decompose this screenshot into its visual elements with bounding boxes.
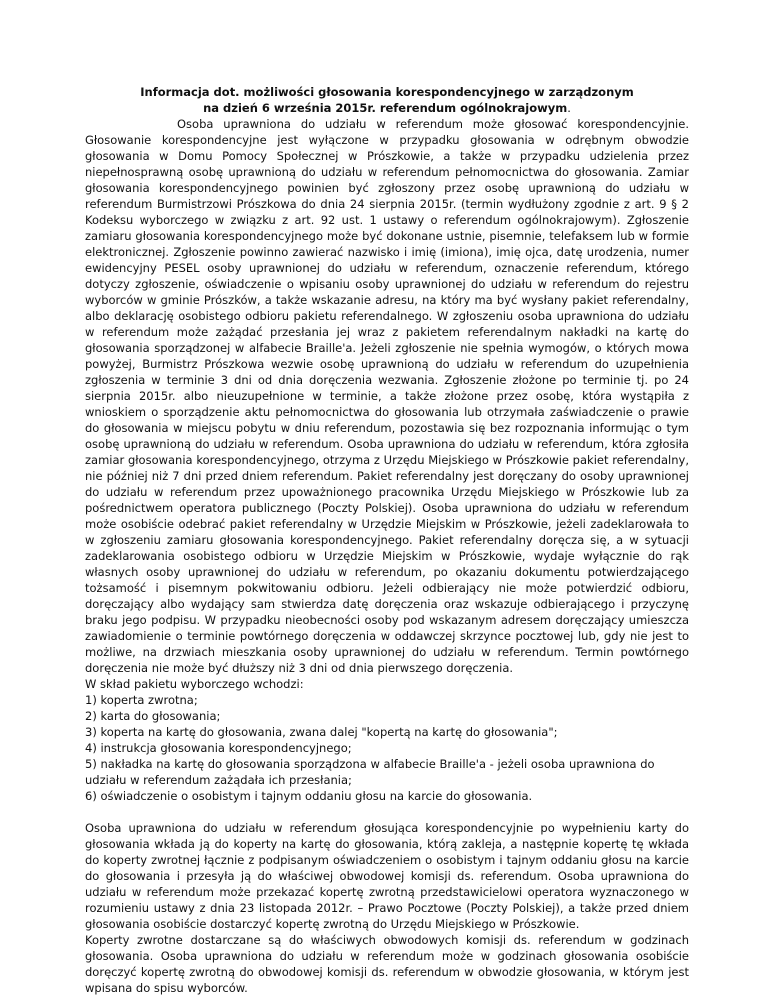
title-line-2 [85,100,689,116]
list-item: 6) oświadczenie o osobistym i tajnym oddaniu głosu na karcie do głosowania. [85,789,533,803]
list-item: 4) instrukcja głosowania korespondencyjnego; [85,741,352,755]
list-item: 3) koperta na kartę do głosowania, zwana dalej "kopertą na kartę do głosowania"; [85,725,558,739]
list-intro: W skład pakietu wyborczego wchodzi: [85,677,304,691]
document-title [85,84,689,116]
title-line-1: Informacja dot. możliwości głosowania korespondencyjnego w zarządzonym [140,85,634,99]
paragraph-intro: Osoba uprawniona do udziału w referendum może głosować korespondencyjnie. Głosowanie korespondencyjne jest wyłączone w przypadku głosowania w odrębnym obwodzie głosowania w Domu Pomocy Społecznej w Prószkowie, a także w przypadku udzielenia przez niepełnosprawną osobę uprawnioną do udziału w referendum pełnomocnictwa do głosowania. Zamiar głosowania korespondencyjnego powinien być zgłoszony przez osobę uprawnioną do udziału w referendum Burmistrzowi Prószkowa do dnia 24 sierpnia 2015r. (termin wydłużony zgodnie z art. 9 § 2 Kodeksu wyborczego w związku z art. 92 ust. 1 ustawy o referendum ogólnokrajowym). Zgłoszenie zamiaru głosowania korespondencyjnego może być dokonane ustnie, pisemnie, telefaksem lub w formie elektronicznej. Zgłoszenie powinno zawierać nazwisko i imię (imiona), imię ojca, datę urodzenia, numer ewidencyjny PESEL osoby uprawnionej do udziału w referendum, oznaczenie referendum, którego dotyczy zgłoszenie, oświadczenie o wpisaniu osoby uprawnionej do udziału w referendum do rejestru wyborców w gminie Prószków, a także wskazanie adresu, na który ma być wysłany pakiet referendalny, albo deklarację osobistego odbioru pakietu referendalnego. W zgłoszeniu osoba uprawniona do udziału w referendum może zażądać przesłania jej wraz z pakietem referendalnym nakładki na kartę do głosowania sporządzonej w alfabecie Braille'a. Jeżeli zgłoszenie nie spełnia wymogów, o których mowa powyżej, Burmistrz Prószkowa wezwie osobę uprawnioną do udziału w referendum do uzupełnienia zgłoszenia w terminie 3 dni od dnia doręczenia wezwania. Zgłoszenie złożone po terminie tj. po 24 sierpnia 2015r. albo nieuzupełnione w terminie, a także złożone przez osobę, która wystąpiła z wnioskiem o sporządzenie aktu pełnomocnictwa do głosowania lub otrzymała zaświadczenie o prawie do głosowania w miejscu pobytu w dniu referendum, pozostawia się bez rozpoznania informując o tym osobę uprawnioną do udziału w referendum. Osoba uprawniona do udziału w referendum, która zgłosiła zamiar głosowania korespondencyjnego, otrzyma z Urzędu Miejskiego w Prószkowie pakiet referendalny, nie później niż 7 dni przed dniem referendum. Pakiet referendalny jest doręczany do osoby uprawnionej do udziału w referendum przez upoważnionego pracownika Urzędu Miejskiego w Prószkowie lub za pośrednictwem operatora publicznego (Poczty Polskiej). Osoba uprawniona do udziału w referendum może osobiście odebrać pakiet referendalny w Urzędzie Miejskim w Prószkowie, jeżeli zadeklarowała to w zgłoszeniu zamiaru głosowania korespondencyjnego. Pakiet referendalny doręcza się, a w sytuacji zadeklarowania osobistego odbioru w Urzędzie Miejskim w Prószkowie, wydaje wyłącznie do rąk własnych osoby uprawnionej do udziału w referendum, po okazaniu dokumentu potwierdzającego tożsamość i pisemnym pokwitowaniu odbioru. Jeżeli odbierający nie może potwierdzić odbioru, doręczający albo wydający sam stwierdza datę doręczenia oraz wskazuje odbierającego i przyczynę braku jego podpisu. W przypadku nieobecności osoby pod wskazanym adresem doręczający umieszcza zawiadomienie o terminie powtórnego doręczenia w oddawczej skrzynce pocztowej lub, gdy nie jest to możliwe, na drzwiach mieszkania osoby uprawnionej do udziału w referendum. Termin powtórnego doręczenia nie może być dłuższy niż 3 dni od dnia pierwszego doręczenia. [85,117,689,675]
paragraph-envelope-delivery: Koperty zwrotne dostarczane są do właściwych obwodowych komisji ds. referendum w godzinach głosowania. Osoba uprawniona do udziału w referendum może w godzinach głosowania osobiście doręczyć kopertę zwrotną do obwodowej komisji ds. referendum w obwodzie głosowania, w którym jest wpisana do spisu wyborców. [85,933,689,995]
document-page [85,84,689,996]
list-item: 1) koperta zwrotna; [85,693,198,707]
list-item: 5) nakładka na kartę do głosowania sporządzona w alfabecie Braille'a - jeżeli osoba uprawniona do udziału w referendum zażądała ich przesłania; [85,757,655,787]
title-line-2-text: na dzień 6 września 2015r. referendum ogólnokrajowym [203,101,568,115]
paragraph-spacer [85,804,689,820]
list-item: 2) karta do głosowania; [85,709,221,723]
title-period: . [567,101,571,115]
package-contents-list [85,692,689,804]
paragraph-voting-procedure: Osoba uprawniona do udziału w referendum głosująca korespondencyjnie po wypełnieniu karty do głosowania wkłada ją do koperty na kartę do głosowania, którą zakleja, a następnie kopertę tę wkłada do koperty zwrotnej łącznie z podpisanym oświadczeniem o osobistym i tajnym oddaniu głosu na karcie do głosowania i przesyła ją do właściwej obwodowej komisji ds. referendum. Osoba uprawniona do udziału w referendum może przekazać kopertę zwrotną przedstawicielowi operatora wyznaczonego w rozumieniu ustawy z dnia 23 listopada 2012r. – Prawo Pocztowe (Poczty Polskiej), a także przed dniem głosowania osobiście dostarczyć kopertę zwrotną do Urzędu Miejskiego w Prószkowie. [85,821,689,931]
